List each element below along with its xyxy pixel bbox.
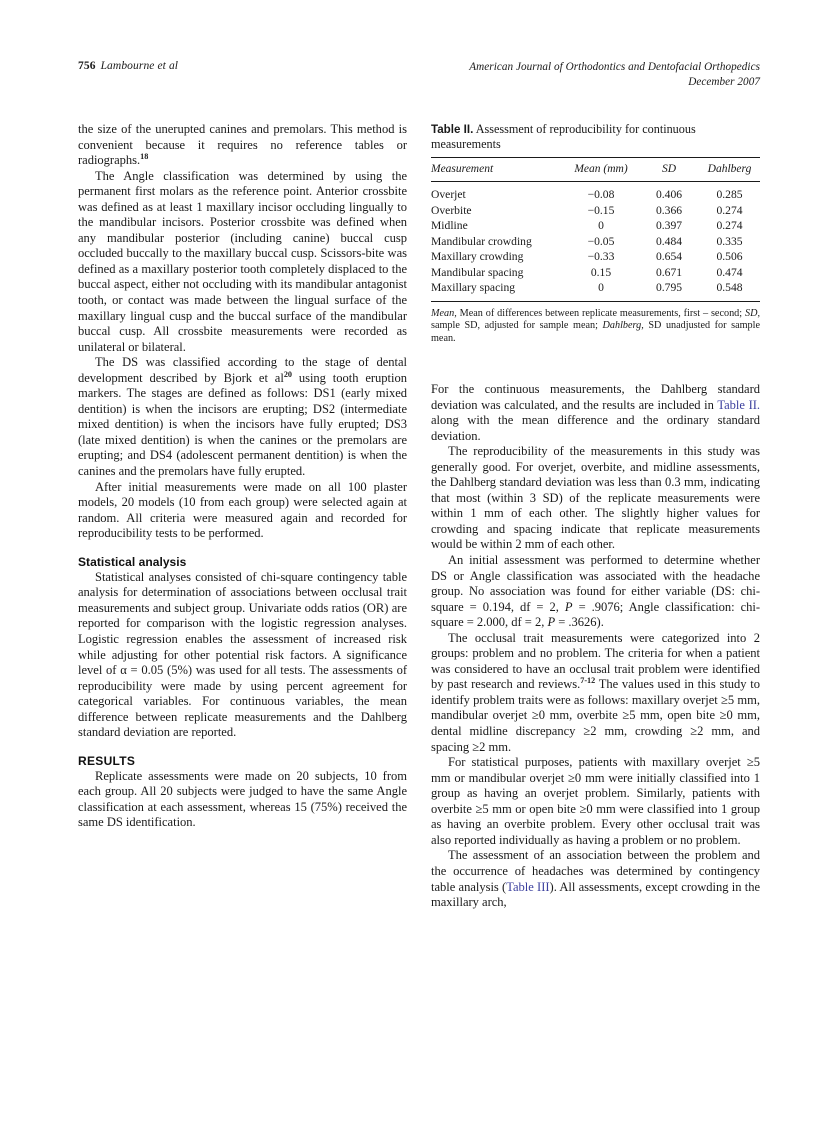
paragraph-text-a: The assessment of an association between the problem and the occurrence of headaches was determined by contingency table analysis ( bbox=[431, 848, 760, 894]
column-header-sd: SD bbox=[639, 158, 699, 182]
column-header-dahlberg: Dahlberg bbox=[699, 158, 760, 182]
paragraph-statistical-analysis: Statistical analyses consisted of chi-square contingency table analysis for determination of associations between occlusal trait measurements and subject group. Univariate odds ratios (OR) are reported for comparison with the logistic regression analyses. Logistic regression enables the assessment of increased risk while adjusting for other potential risk factors. A significance level of α = 0.05 (5%) was used for all tests. The assessments of reproducibility were made by using percent agreement for categorical variables. For continuous variables, the mean difference between replicate measurements and the Dahlberg standard deviation are reported. bbox=[78, 569, 407, 740]
cell-mean: −0.05 bbox=[587, 234, 615, 248]
cell-mean: 0 bbox=[598, 281, 604, 295]
cell-measurement: Overjet bbox=[431, 188, 466, 202]
cell-sd: 0.795 bbox=[655, 281, 683, 295]
cell-mean: 0.15 bbox=[590, 265, 612, 279]
paragraph-text-after-ref: using tooth eruption markers. The stages are defined as follows: DS1 (early mixed dentition) is when the incisors are erupting; DS2 (intermediate mixed dentition) is when the incisors have fully erupted; DS3 (late mixed dentition) is when the canines or the premolars are erupting; and DS4 (adolescent permanent dentition) is when the canines and the premolars have fully erupted. bbox=[78, 370, 407, 479]
paragraph-text-a: The occlusal trait measurements were categorized into 2 groups: problem and no problem. The criteria for when a patient was considered to have an occlusal trait problem were identified by past research and reviews. bbox=[431, 630, 760, 692]
cell-measurement: Maxillary crowding bbox=[431, 250, 524, 264]
table-2-footnote bbox=[431, 308, 760, 346]
footnote-text-1: Mean of differences between replicate measurements, first – second; bbox=[456, 307, 745, 319]
paragraph-reproducibility: The reproducibility of the measurements in this study was generally good. For overjet, overbite, and midline assessments, the Dahlberg standard deviation was less than 0.3 mm, indicating that most (within 3 SD) of the replicate measurements were within 1 mm of each other. The slightly higher values for crowding and spacing indicate that replicate measurements would be within 2 mm of each other. bbox=[431, 444, 760, 552]
cell-mean: −0.15 bbox=[587, 203, 615, 217]
heading-results: RESULTS bbox=[78, 753, 136, 768]
footnote-term-mean: Mean, bbox=[431, 307, 457, 319]
paragraph-angle-classification bbox=[78, 169, 407, 356]
table-bottom-rule bbox=[431, 301, 760, 302]
table-row bbox=[431, 203, 760, 219]
running-head bbox=[78, 60, 760, 94]
table-header-row bbox=[431, 158, 760, 182]
reference-marker-20: 20 bbox=[283, 369, 292, 379]
paragraph-initial-assessment bbox=[431, 553, 760, 631]
cell-measurement: Mandibular spacing bbox=[431, 265, 524, 279]
cell-dahlberg: 0.335 bbox=[716, 234, 743, 248]
paragraph-initial-measurements bbox=[78, 480, 407, 542]
table-row bbox=[431, 234, 760, 250]
footnote-term-dahlberg: Dahlberg, bbox=[602, 320, 644, 332]
cell-sd: 0.671 bbox=[655, 265, 683, 279]
running-head-right bbox=[469, 60, 760, 89]
cell-sd: 0.654 bbox=[655, 250, 683, 264]
journal-title: American Journal of Orthodontics and Dentofacial Orthopedics bbox=[469, 61, 760, 73]
footnote-text-2: sample SD, adjusted for sample mean; bbox=[431, 320, 603, 332]
reference-marker-18: 18 bbox=[140, 151, 149, 161]
table-2 bbox=[431, 157, 760, 300]
cell-sd: 0.406 bbox=[655, 188, 683, 202]
cell-dahlberg: 0.548 bbox=[716, 281, 743, 295]
footnote-text-3: SD unadjusted for sample mean. bbox=[431, 320, 760, 344]
paragraph-text-a: An initial assessment was performed to determine whether DS or Angle classification was associated with the headache group. No association was found for either variable (DS: chi-square = 0.194, df = 2, bbox=[431, 553, 760, 614]
paragraph-text-b: ). All assessments, except crowding in the maxillary arch, bbox=[431, 879, 760, 910]
paragraph-results: Replicate assessments were made on 20 subjects, 10 from each group. All 20 subjects were judged to have the same Angle classification at each assessment, whereas 15 (75%) received the same DS identification. bbox=[78, 768, 407, 830]
table-2-caption bbox=[431, 122, 760, 152]
table-2-label: Table II. bbox=[431, 123, 474, 136]
cell-measurement: Overbite bbox=[431, 203, 472, 217]
heading-statistical-analysis: Statistical analysis bbox=[78, 554, 187, 569]
paragraph-headache-association bbox=[431, 848, 760, 910]
cell-dahlberg: 0.274 bbox=[716, 219, 743, 233]
table-2-header bbox=[431, 158, 760, 182]
column-header-measurement: Measurement bbox=[431, 158, 563, 182]
cell-mean: 0 bbox=[598, 219, 604, 233]
table-2-block bbox=[431, 122, 760, 346]
reference-marker-7-12: 7-12 bbox=[580, 676, 596, 686]
statistic-p-value-2: P bbox=[547, 615, 556, 630]
cell-mean: −0.33 bbox=[587, 250, 615, 264]
footnote-term-sd: SD, bbox=[745, 307, 760, 319]
paragraph-text-c: = .3626). bbox=[555, 615, 604, 630]
statistic-p-value-1: P bbox=[564, 599, 573, 614]
paragraph-text-a: For the continuous measurements, the Dahlberg standard deviation was calculated, and the results are included in bbox=[431, 382, 760, 412]
paragraph-unerupted-canines bbox=[78, 122, 407, 169]
cell-sd: 0.397 bbox=[655, 219, 683, 233]
cell-measurement: Midline bbox=[431, 219, 468, 233]
issue-date: December 2007 bbox=[688, 75, 760, 88]
paragraph-dahlberg-results bbox=[431, 382, 760, 444]
cell-sd: 0.484 bbox=[655, 234, 683, 248]
column-header-mean: Mean (mm) bbox=[563, 158, 639, 182]
cell-measurement: Mandibular crowding bbox=[431, 234, 532, 248]
table-row bbox=[431, 249, 760, 265]
table-2-caption-text: Assessment of reproducibility for continuous measurements bbox=[431, 122, 696, 152]
paragraph-text: After initial measurements were made on all 100 plaster models, 20 models (10 from each group) were selected again at random. All criteria were measured again and recorded for reproducibility tests to be performed. bbox=[78, 479, 407, 541]
running-head-authors: Lambourne et al bbox=[100, 60, 179, 72]
running-head-left bbox=[78, 60, 178, 72]
table-row bbox=[431, 182, 760, 203]
cell-mean: −0.08 bbox=[587, 188, 615, 202]
table-row bbox=[431, 218, 760, 234]
table-2-body bbox=[431, 182, 760, 301]
link-table-2[interactable]: Table II. bbox=[717, 397, 760, 412]
paragraph-statistical-grouping: For statistical purposes, patients with maxillary overjet ≥5 mm or mandibular overjet ≥0 mm were initially classified into 1 group as having an overjet problem. Similarly, patients with overbite ≥5 mm or open bite ≥0 mm were classified into 1 group as having an overbite problem. Every other occlusal trait was also reported individually as having a problem or no problem. bbox=[431, 755, 760, 847]
paragraph-text: the size of the unerupted canines and premolars. This method is convenient because it requires no reference tables or radiographs. bbox=[78, 122, 407, 168]
table-row bbox=[431, 265, 760, 281]
paragraph-text: The Angle classification was determined by using the permanent first molars as the reference point. Anterior crossbite was defined as at least 1 maxillary incisor occluding lingually to the mandibular incisors. Posterior crossbite was defined when any mandibular posterior (including canine) buccal cusp occluded buccally to the maxillary buccal cusp. Scissors-bite was defined as a maxillary posterior tooth completely displaced to the buccal aspect, either not occluding with its mandibular antagonist tooth, or contact was made between the lingual surface of the maxillary lingual cusp and the buccal surface of the mandibular buccal cusp. All crossbite measurements were recorded as unilateral or bilateral. bbox=[78, 168, 407, 354]
paragraph-occlusal-trait-criteria bbox=[431, 631, 760, 755]
paragraph-text-b: = .9076; Angle classification: chi-square = 2.000, df = 2, bbox=[431, 599, 761, 630]
paragraph-text-b: along with the mean difference and the ordinary standard deviation. bbox=[431, 413, 760, 443]
link-table-3[interactable]: Table III bbox=[506, 879, 550, 894]
cell-dahlberg: 0.274 bbox=[716, 203, 743, 217]
cell-dahlberg: 0.285 bbox=[716, 188, 743, 202]
paragraph-text-b: The values used in this study to identify problem traits were as follows: maxillary overjet ≥5 mm, mandibular overjet ≥0 mm, overbite ≥5 mm, open bite ≥0 mm, dental midline discrepancy ≥2 mm, crowding ≥2 mm, and spacing ≥2 mm. bbox=[431, 677, 760, 754]
cell-sd: 0.366 bbox=[655, 203, 683, 217]
right-text-column bbox=[431, 382, 760, 911]
paragraph-dental-stage bbox=[78, 355, 407, 479]
page-folio-number: 756 bbox=[78, 60, 96, 72]
cell-measurement: Maxillary spacing bbox=[431, 281, 516, 295]
table-row bbox=[431, 280, 760, 300]
paragraph-text-before-ref: The DS was classified according to the stage of dental development described by Bjork et al bbox=[78, 355, 407, 385]
cell-dahlberg: 0.506 bbox=[716, 250, 743, 264]
cell-dahlberg: 0.474 bbox=[716, 265, 743, 279]
left-text-column bbox=[78, 122, 407, 831]
